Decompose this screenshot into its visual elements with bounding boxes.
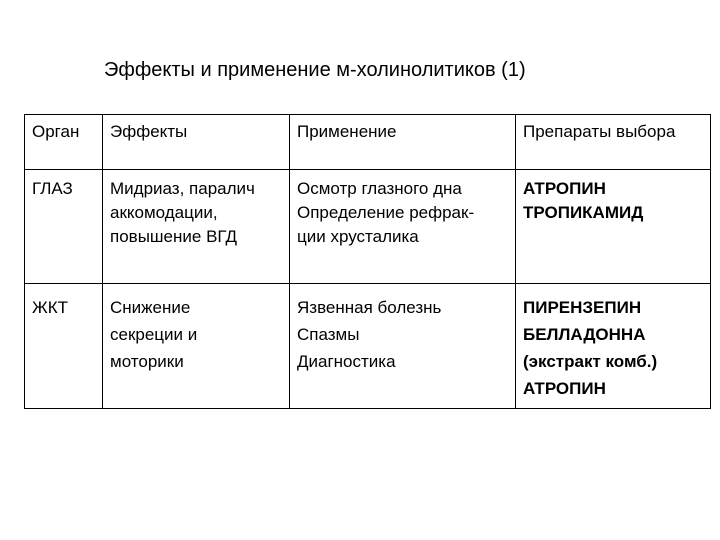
header-organ: Орган bbox=[25, 115, 103, 170]
drugs-cell bbox=[516, 284, 711, 409]
application-line: Осмотр глазного дна bbox=[297, 179, 462, 198]
effects-cell bbox=[103, 284, 290, 409]
application-line: Язвенная болезнь bbox=[297, 298, 442, 317]
table-row bbox=[25, 170, 711, 284]
header-effects: Эффекты bbox=[103, 115, 290, 170]
organ-cell: ЖКТ bbox=[25, 284, 103, 409]
drug-line: (экстракт комб.) bbox=[523, 352, 658, 371]
slide-title: Эффекты и применение м-холинолитиков (1) bbox=[104, 59, 526, 81]
drug-line: БЕЛЛАДОННА bbox=[523, 325, 646, 344]
organ-cell: ГЛАЗ bbox=[25, 170, 103, 284]
applications-cell bbox=[290, 170, 516, 284]
effects-line: повышение ВГД bbox=[110, 227, 237, 246]
effects-cell bbox=[103, 170, 290, 284]
table-header-row bbox=[25, 115, 711, 170]
drugs-cell bbox=[516, 170, 711, 284]
table-row bbox=[25, 284, 711, 409]
effects-line: моторики bbox=[110, 352, 184, 371]
header-drugs: Препараты выбора bbox=[516, 115, 711, 170]
effects-line: секреции и bbox=[110, 325, 198, 344]
applications-cell bbox=[290, 284, 516, 409]
effects-line: Мидриаз, паралич bbox=[110, 179, 255, 198]
application-line: ции хрусталика bbox=[297, 227, 419, 246]
drug-line: АТРОПИН bbox=[523, 379, 606, 398]
drug-line: ПИРЕНЗЕПИН bbox=[523, 298, 642, 317]
application-line: Диагностика bbox=[297, 352, 396, 371]
header-applications: Применение bbox=[290, 115, 516, 170]
cholinolytics-table bbox=[24, 114, 711, 409]
effects-line: Снижение bbox=[110, 298, 191, 317]
drug-line: АТРОПИН bbox=[523, 179, 606, 198]
application-line: Определение рефрак- bbox=[297, 203, 475, 222]
drug-line: ТРОПИКАМИД bbox=[523, 203, 644, 222]
application-line: Спазмы bbox=[297, 325, 360, 344]
effects-line: аккомодации, bbox=[110, 203, 218, 222]
